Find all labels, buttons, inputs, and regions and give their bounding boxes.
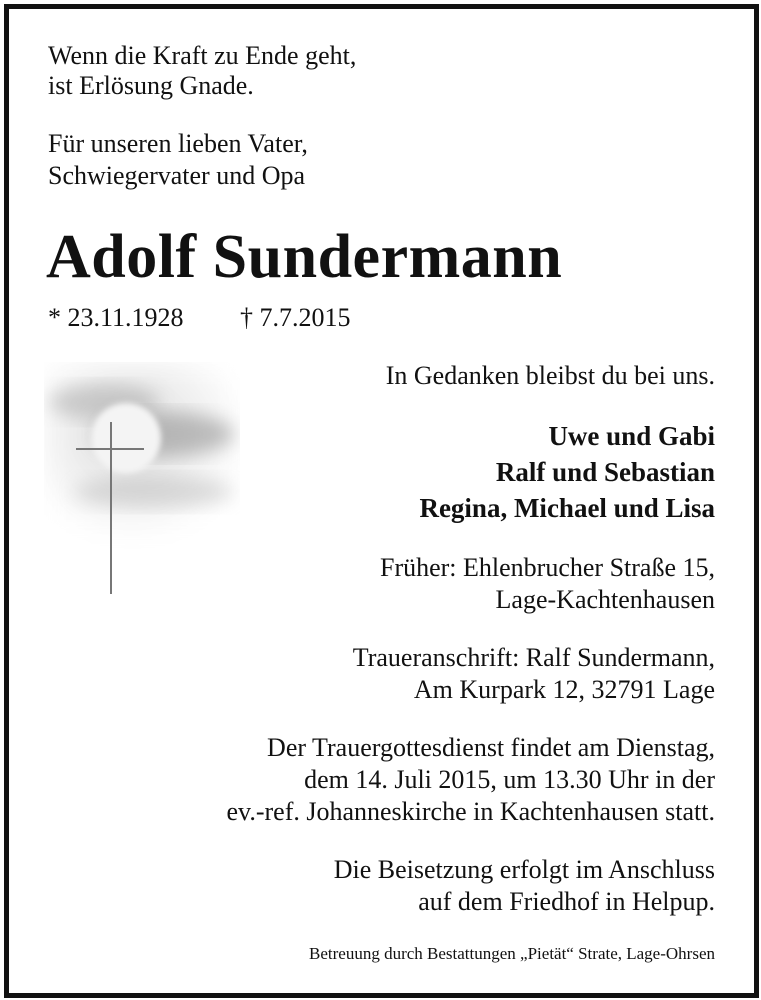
family-line-3: Regina, Michael und Lisa — [419, 493, 715, 523]
intro-line-1: Für unseren lieben Vater, — [48, 129, 308, 158]
service-line-3: ev.-ref. Johanneskirche in Kachtenhausen statt. — [226, 797, 715, 826]
death-date: † 7.7.2015 — [240, 303, 351, 332]
verse-line-1: Wenn die Kraft zu Ende geht, — [48, 41, 357, 70]
former-address-line-2: Lage-Kachtenhausen — [495, 585, 715, 614]
memory-line: In Gedanken bleibst du bei uns. — [385, 361, 715, 390]
mourning-address-line-1: Traueranschrift: Ralf Sundermann, — [352, 643, 715, 672]
family-line-2: Ralf und Sebastian — [495, 457, 715, 487]
undertaker-credit: Betreuung durch Bestattungen „Pietät“ Strate, Lage-Ohrsen — [309, 944, 715, 963]
birth-date: * 23.11.1928 — [48, 303, 184, 332]
intro-line-2: Schwiegervater und Opa — [48, 161, 306, 190]
cross-with-moon-icon — [44, 362, 240, 602]
burial-line-1: Die Beisetzung erfolgt im Anschluss — [333, 855, 715, 884]
service-line-2: dem 14. Juli 2015, um 13.30 Uhr in der — [304, 765, 715, 794]
verse-line-2: ist Erlösung Gnade. — [48, 71, 254, 100]
former-address-line-1: Früher: Ehlenbrucher Straße 15, — [379, 553, 715, 582]
service-line-1: Der Trauergottesdienst findet am Dienstag, — [267, 733, 715, 762]
family-line-1: Uwe und Gabi — [548, 421, 715, 451]
burial-line-2: auf dem Friedhof in Helpup. — [418, 887, 715, 916]
mourning-address-line-2: Am Kurpark 12, 32791 Lage — [413, 675, 715, 704]
deceased-name: Adolf Sundermann — [46, 223, 563, 291]
